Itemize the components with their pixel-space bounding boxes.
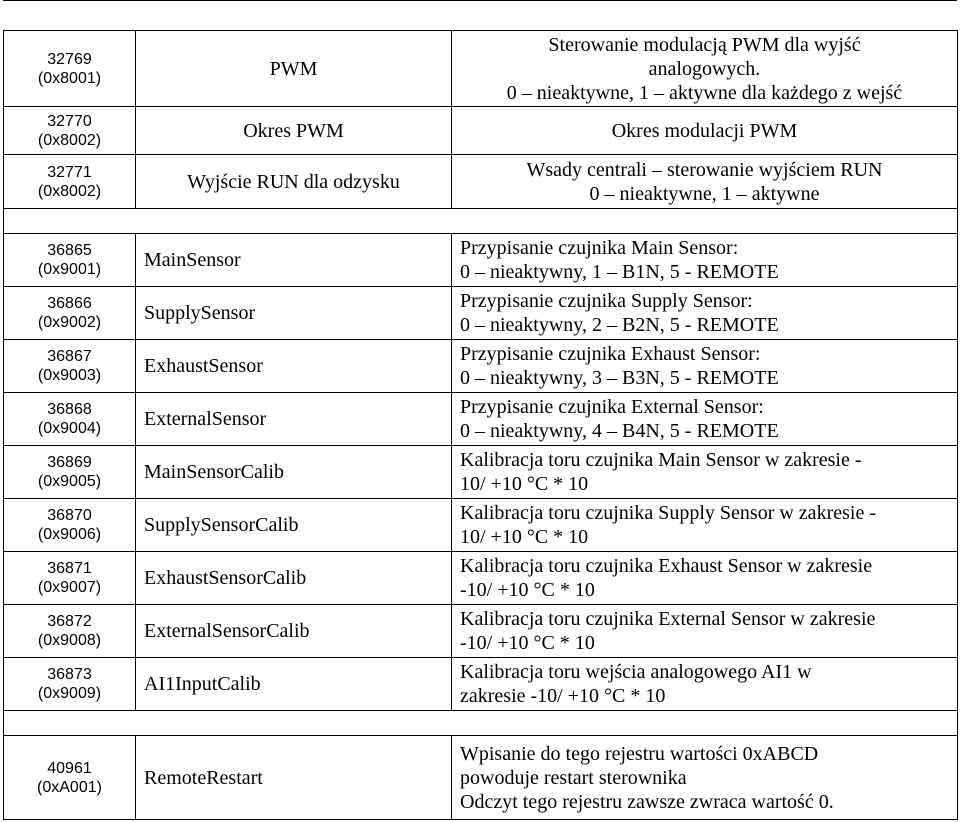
register-description: Kalibracja toru czujnika Exhaust Sensor w zakresie -10/ +10 °C * 10 [452,552,958,605]
register-description: Przypisanie czujnika Main Sensor: 0 – nieaktywny, 1 – B1N, 5 - REMOTE [452,234,958,287]
register-description: Kalibracja toru czujnika Main Sensor w zakresie - 10/ +10 °C * 10 [452,446,958,499]
table-row [4,107,958,155]
register-description: Okres modulacji PWM [452,107,958,155]
register-description: Kalibracja toru czujnika Supply Sensor w zakresie - 10/ +10 °C * 10 [452,499,958,552]
register-address: 36873 (0x9009) [4,658,136,711]
separator-row [4,711,958,736]
register-address: 36871 (0x9007) [4,552,136,605]
register-name: ExternalSensor [136,393,452,446]
register-name: ExhaustSensorCalib [136,552,452,605]
table-row [4,605,958,658]
table-row [4,446,958,499]
register-address: 36867 (0x9003) [4,340,136,393]
register-table [3,30,958,820]
register-description: Przypisanie czujnika Supply Sensor: 0 – nieaktywny, 2 – B2N, 5 - REMOTE [452,287,958,340]
table-row [4,31,958,107]
register-description: Sterowanie modulacją PWM dla wyjść analogowych. 0 – nieaktywne, 1 – aktywne dla każdego z wejść [452,31,958,107]
register-name: Okres PWM [136,107,452,155]
register-description: Przypisanie czujnika Exhaust Sensor: 0 – nieaktywny, 3 – B3N, 5 - REMOTE [452,340,958,393]
register-name: PWM [136,31,452,107]
register-address: 36868 (0x9004) [4,393,136,446]
table-row [4,287,958,340]
register-address: 36870 (0x9006) [4,499,136,552]
register-address: 36869 (0x9005) [4,446,136,499]
separator-row [4,209,958,234]
table-row [4,155,958,209]
register-address: 36866 (0x9002) [4,287,136,340]
table-row [4,234,958,287]
register-name: Wyjście RUN dla odzysku [136,155,452,209]
table-row [4,552,958,605]
register-description: Kalibracja toru wejścia analogowego AI1 w zakresie -10/ +10 °C * 10 [452,658,958,711]
table-row [4,393,958,446]
register-name: ExhaustSensor [136,340,452,393]
top-border [3,0,957,6]
register-description: Kalibracja toru czujnika External Sensor w zakresie -10/ +10 °C * 10 [452,605,958,658]
register-name: SupplySensorCalib [136,499,452,552]
table-row [4,736,958,820]
register-address: 32771 (0x8002) [4,155,136,209]
register-name: SupplySensor [136,287,452,340]
register-address: 36865 (0x9001) [4,234,136,287]
register-name: MainSensorCalib [136,446,452,499]
table-row [4,658,958,711]
register-description: Przypisanie czujnika External Sensor: 0 – nieaktywny, 4 – B4N, 5 - REMOTE [452,393,958,446]
register-name: ExternalSensorCalib [136,605,452,658]
register-name: RemoteRestart [136,736,452,820]
register-name: AI1InputCalib [136,658,452,711]
register-description: Wsady centrali – sterowanie wyjściem RUN 0 – nieaktywne, 1 – aktywne [452,155,958,209]
register-address: 32770 (0x8002) [4,107,136,155]
register-address: 36872 (0x9008) [4,605,136,658]
table-row [4,499,958,552]
register-address: 40961 (0xA001) [4,736,136,820]
register-name: MainSensor [136,234,452,287]
table-row [4,340,958,393]
register-address: 32769 (0x8001) [4,31,136,107]
register-description: Wpisanie do tego rejestru wartości 0xABCD powoduje restart sterownika Odczyt tego rejestru zawsze zwraca wartość 0. [452,736,958,820]
